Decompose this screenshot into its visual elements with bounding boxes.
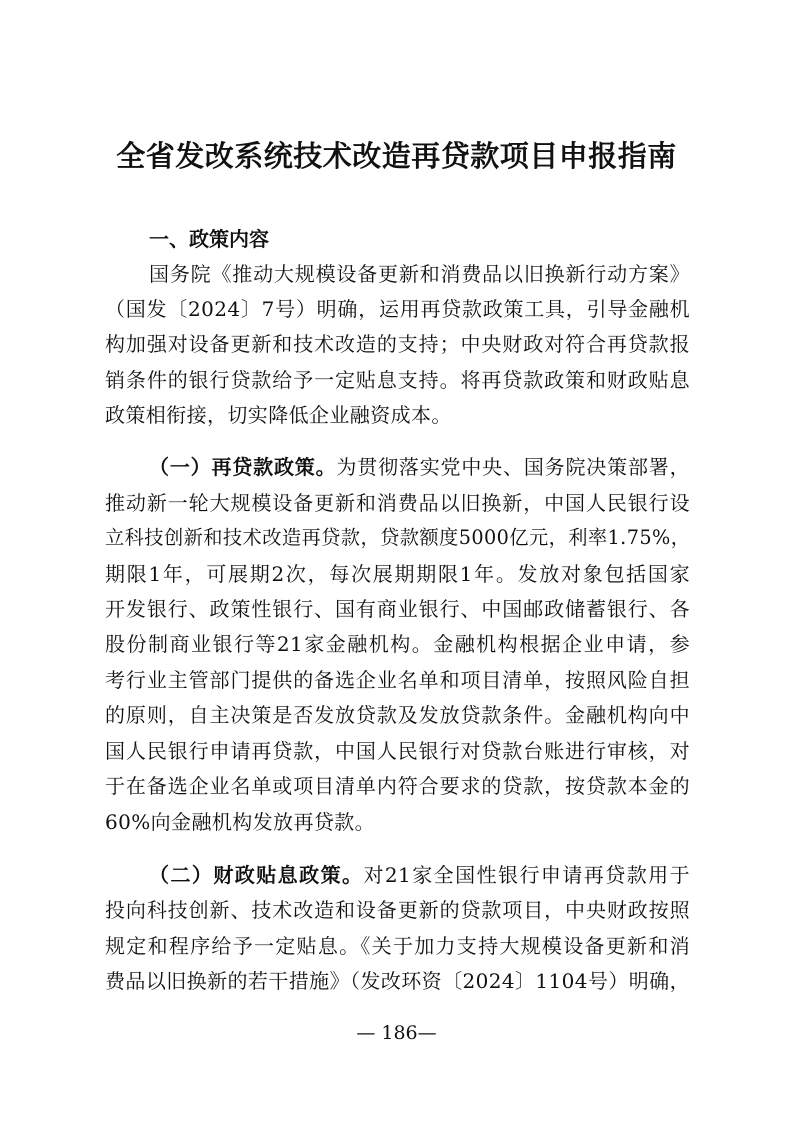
paragraph-line: 销条件的银行贷款给予一定贴息支持。将再贷款政策和财政贴息 [105,368,690,392]
page-number: — 186— [356,1022,437,1044]
paragraph-line: 于在备选企业名单或项目清单内符合要求的贷款，按贷款本金的 [105,774,690,798]
section-heading: 一、政策内容 [149,227,269,251]
paragraph-line: 股份制商业银行等21家金融机构。金融机构根据企业申请，参 [105,632,690,656]
paragraph-line: 立科技创新和技术改造再贷款，贷款额度5000亿元，利率1.75%， [105,526,691,549]
paragraph-line: 国务院《推动大规模设备更新和消费品以旧换新行动方案》 [149,262,690,286]
paragraph-line: 规定和程序给予一定贴息。《关于加力支持大规模设备更新和消 [105,934,690,958]
paragraph-line: 开发银行、政策性银行、国有商业银行、中国邮政储蓄银行、各 [105,597,690,621]
paragraph-line: （国发〔2024〕7号）明确，运用再贷款政策工具，引导金融机 [105,297,690,321]
paragraph-lead: （一）再贷款政策。 [149,455,337,479]
paragraph-line: 国人民银行申请再贷款，中国人民银行对贷款台账进行审核，对 [105,739,690,763]
paragraph-line: 期限1年，可展期2次，每次展期期限1年。发放对象包括国家 [105,562,690,586]
paragraph-line-text: 为贯彻落实党中央、国务院决策部署， [336,455,690,479]
document-title: 全省发改系统技术改造再贷款项目申报指南 [116,139,677,173]
paragraph-line: 推动新一轮大规模设备更新和消费品以旧换新，中国人民银行设 [105,491,690,515]
paragraph-first-line [149,858,690,892]
paragraph-line: 投向科技创新、技术改造和设备更新的贷款项目，中央财政按照 [105,898,690,922]
paragraph-line: 构加强对设备更新和技术改造的支持；中央财政对符合再贷款报 [105,332,690,356]
paragraph-line: 的原则，自主决策是否发放贷款及发放贷款条件。金融机构向中 [105,703,690,727]
paragraph-line: 费品以旧换新的若干措施》（发改环资〔2024〕1104号）明确， [105,969,690,993]
paragraph-line: 政策相衔接，切实降低企业融资成本。 [105,403,452,427]
paragraph-first-line [149,450,690,484]
paragraph-lead: （二）财政贴息政策。 [149,863,364,887]
paragraph-line: 60%向金融机构发放再贷款。 [105,810,376,834]
paragraph-line: 考行业主管部门提供的备选企业名单和项目清单，按照风险自担 [105,668,690,692]
paragraph-line-text: 对21家全国性银行申请再贷款用于 [363,863,690,887]
